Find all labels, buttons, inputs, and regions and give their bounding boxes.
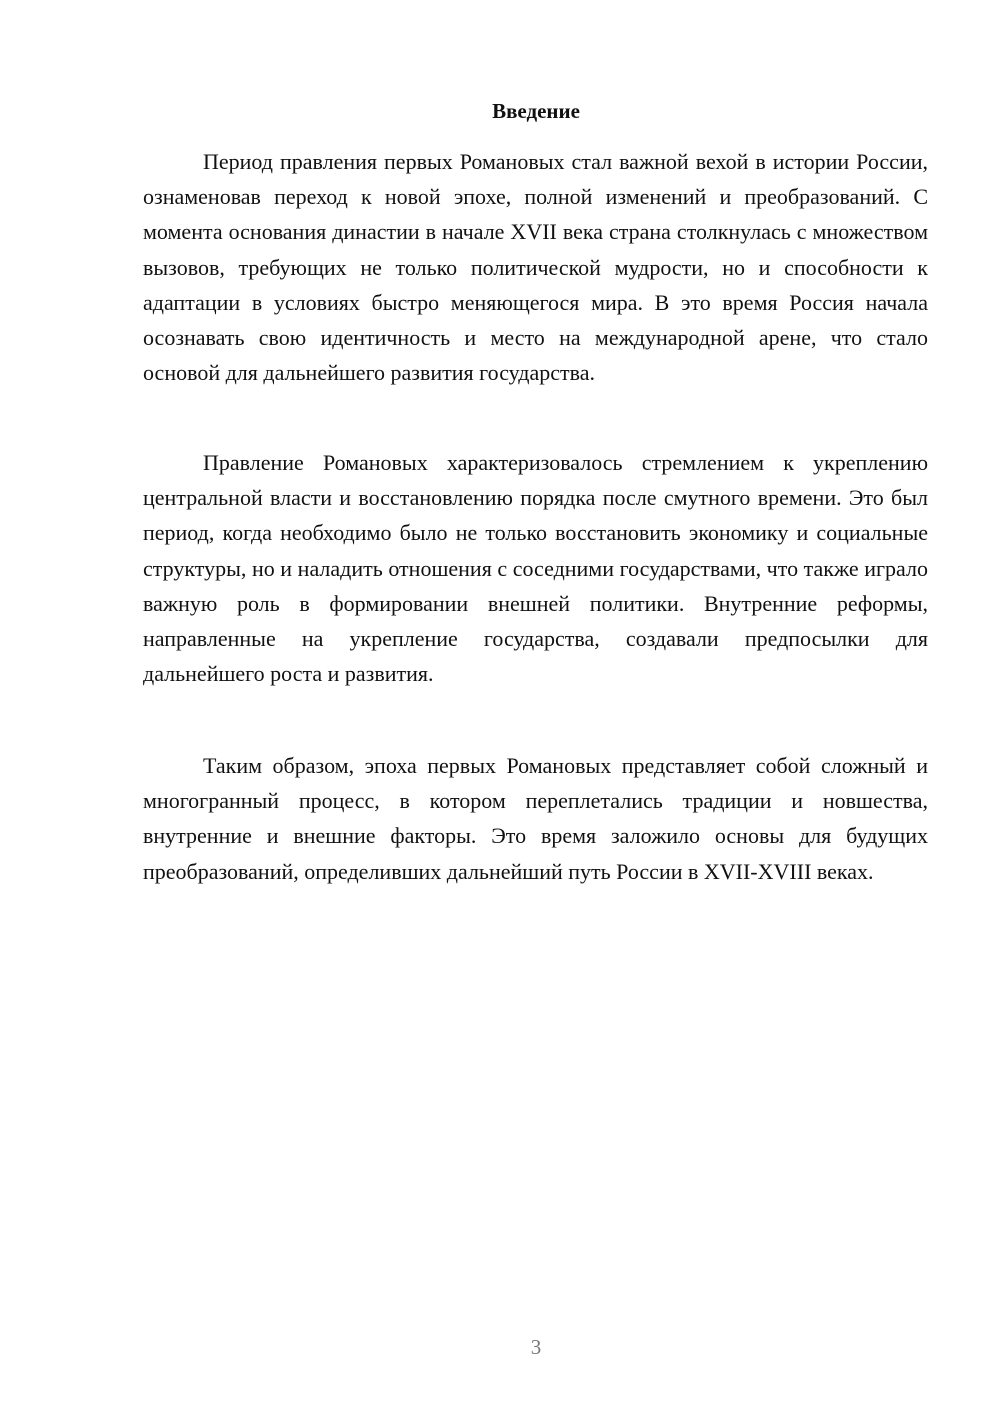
page-number: 3 — [530, 1335, 542, 1359]
paragraph-2: Правление Романовых характеризовалось стремлением к укреплению центральной власти и восстановлению порядка после смутного времени. Это был период, когда необходимо было не только восстановить экономику и социальные структуры, но и наладить отношения с соседними государствами, что также играло важную роль в формировании внешней политики. Внутренние реформы, направленные на укрепление государства, создавали предпосылки для дальнейшего роста и развития. — [143, 450, 928, 687]
section-title: Введение — [492, 99, 580, 123]
paragraph-1: Период правления первых Романовых стал важной вехой в истории России, ознаменовав переход к новой эпохе, полной изменений и преобразований. С момента основания династии в начале XVII века страна столкнулась с множеством вызовов, требующих не только политической мудрости, но и способности к адаптации в условиях быстро меняющегося мира. В это время Россия начала осознавать свою идентичность и место на международной арене, что стало основой для дальнейшего развития государства. — [143, 149, 928, 386]
paragraph-3: Таким образом, эпоха первых Романовых представляет собой сложный и многогранный процесс, в котором переплетались традиции и новшества, внутренние и внешние факторы. Это время заложило основы для будущих преобразований, определивших дальнейший путь России в XVII-XVIII веках. — [143, 753, 928, 884]
